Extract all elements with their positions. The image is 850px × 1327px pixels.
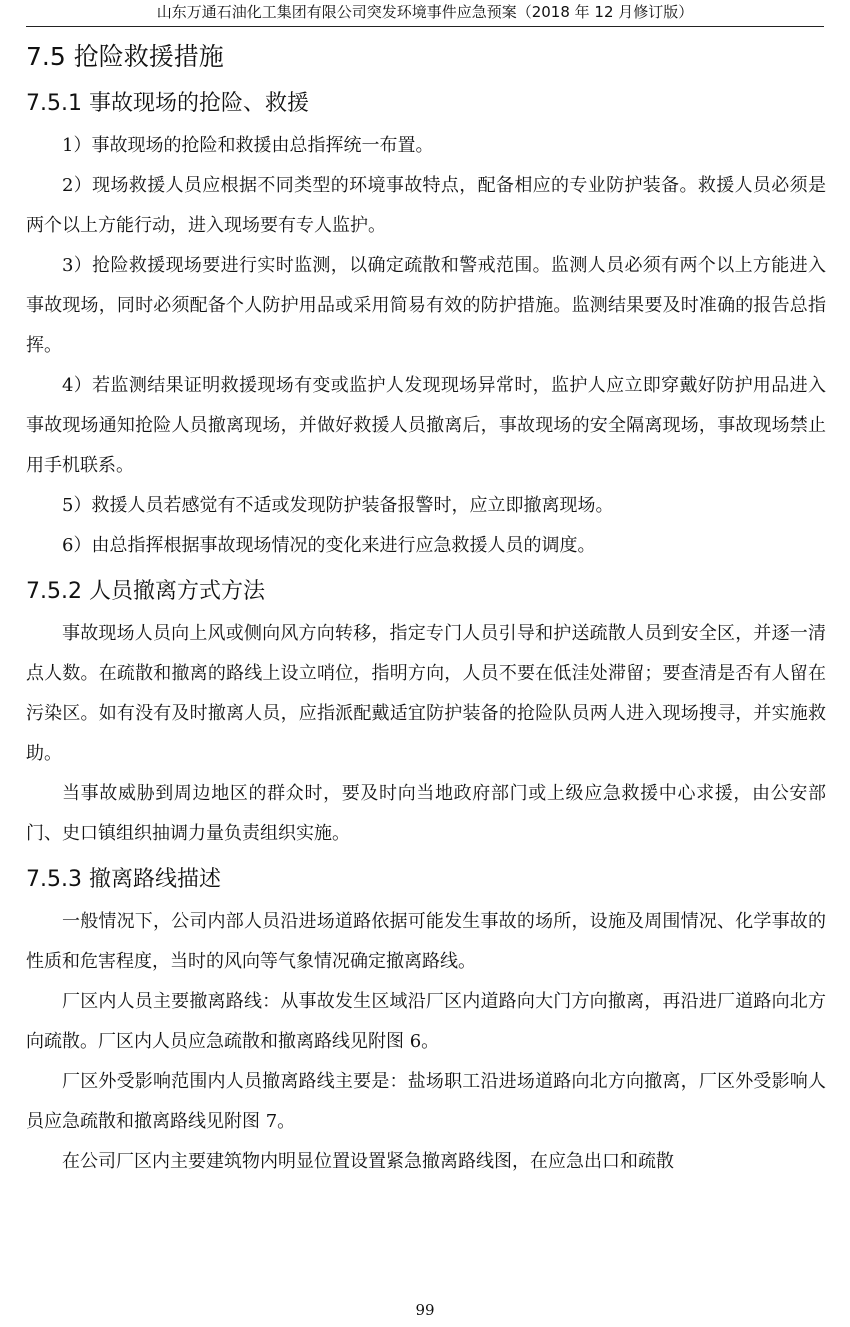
- paragraph: 1）事故现场的抢险和救援由总指挥统一布置。: [62, 135, 434, 156]
- paragraph: 在公司厂区内主要建筑物内明显位置设置紧急撤离路线图，在应急出口和疏散: [62, 1151, 674, 1172]
- paragraph: 当事故威胁到周边地区的群众时，要及时向当地政府部门或上级应急救援中心求援，由公安部门、史口镇组织抽调力量负责组织实施。: [26, 783, 826, 844]
- subsection-heading: 7.5.3 撤离路线描述: [26, 867, 221, 892]
- running-header: [26, 0, 824, 27]
- page-content: [26, 36, 826, 1182]
- subsection-heading: 7.5.1 事故现场的抢险、救援: [26, 91, 309, 116]
- section-heading: 7.5 抢险救援措施: [26, 42, 224, 71]
- paragraph: 厂区内人员主要撤离路线：从事故发生区域沿厂区内道路向大门方向撤离，再沿进厂道路向北方向疏散。厂区内人员应急疏散和撤离路线见附图 6。: [26, 991, 826, 1052]
- header-title: 山东万通石油化工集团有限公司突发环境事件应急预案（2018 年 12 月修订版）: [156, 3, 694, 21]
- paragraph: 2）现场救援人员应根据不同类型的环境事故特点，配备相应的专业防护装备。救援人员必须是两个以上方能行动，进入现场要有专人监护。: [26, 175, 826, 236]
- paragraph: 事故现场人员向上风或侧向风方向转移，指定专门人员引导和护送疏散人员到安全区，并逐一清点人数。在疏散和撤离的路线上设立哨位，指明方向，人员不要在低洼处滞留；要查清是否有人留在污染区。如有没有及时撤离人员，应指派配戴适宜防护装备的抢险队员两人进入现场搜寻，并实施救助。: [26, 623, 826, 764]
- paragraph: 4）若监测结果证明救援现场有变或监护人发现现场异常时，监护人应立即穿戴好防护用品进入事故现场通知抢险人员撤离现场，并做好救援人员撤离后，事故现场的安全隔离现场，事故现场禁止用手机联系。: [26, 375, 826, 476]
- paragraph: 3）抢险救援现场要进行实时监测，以确定疏散和警戒范围。监测人员必须有两个以上方能进入事故现场，同时必须配备个人防护用品或采用简易有效的防护措施。监测结果要及时准确的报告总指挥。: [26, 255, 826, 356]
- paragraph: 6）由总指挥根据事故现场情况的变化来进行应急救援人员的调度。: [62, 535, 596, 556]
- paragraph: 5）救援人员若感觉有不适或发现防护装备报警时，应立即撤离现场。: [62, 495, 614, 516]
- paragraph: 一般情况下，公司内部人员沿进场道路依据可能发生事故的场所，设施及周围情况、化学事故的性质和危害程度，当时的风向等气象情况确定撤离路线。: [26, 911, 826, 972]
- page-number: 99: [415, 1301, 435, 1319]
- subsection-heading: 7.5.2 人员撤离方式方法: [26, 579, 265, 604]
- paragraph: 厂区外受影响范围内人员撤离路线主要是：盐场职工沿进场道路向北方向撤离，厂区外受影响人员应急疏散和撤离路线见附图 7。: [26, 1071, 826, 1132]
